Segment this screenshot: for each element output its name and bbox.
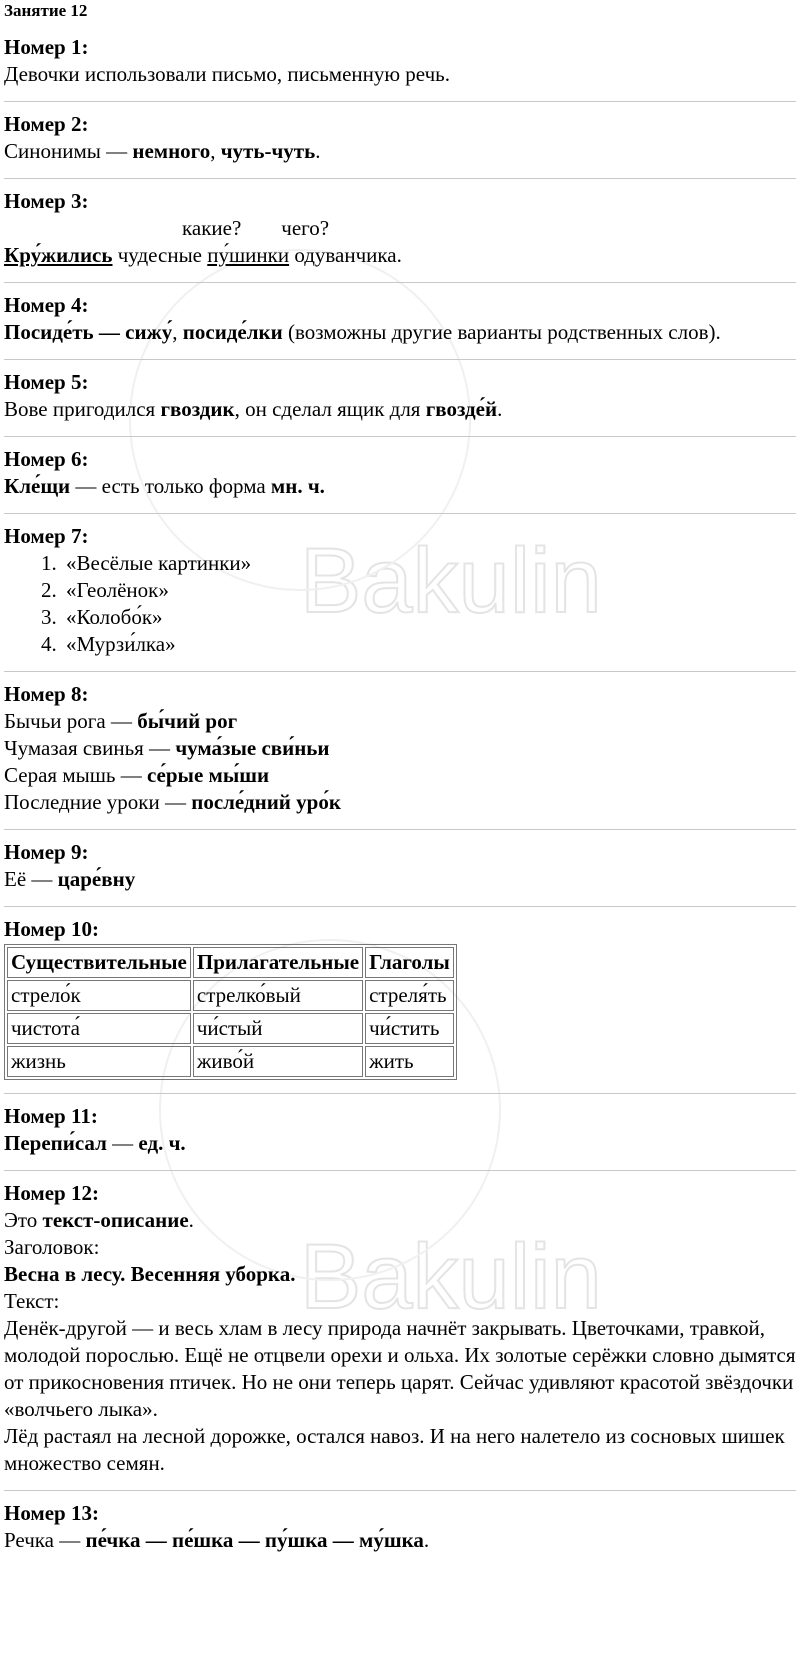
text-paragraph: Денёк-другой — и весь хлам в лесу природа начнёт закрывать. Цветочками, травкой, молодой порослью. Ещё не отцвели орехи и ольха. Их золотые серёжки словно дымятся от прикосновения птичек. Но не они теперь царят. Сейчас удивляют красотой звёздочки «волчьего лыка». (4, 1316, 796, 1421)
answer-text: Кру́жились чудесные пу́шинки одуванчика. (4, 243, 402, 267)
question-words: какие? чего? (182, 216, 330, 240)
section-title: Номер 11: (4, 1104, 98, 1128)
section-9 (4, 830, 796, 907)
table-cell: живо́й (193, 1046, 363, 1077)
section-title: Номер 3: (4, 189, 89, 213)
list-item: 3. «Колобо́к» (62, 604, 796, 631)
table-cell: чистота́ (7, 1013, 191, 1044)
section-4 (4, 283, 796, 360)
section-title: Номер 8: (4, 682, 89, 706)
section-1 (4, 22, 796, 102)
list-item: 2. «Геолёнок» (62, 577, 796, 604)
page-title: Занятие 12 (4, 1, 88, 20)
answer-text: Перепи́сал — ед. ч. (4, 1131, 186, 1155)
list-item: 1. «Весёлые картинки» (62, 550, 796, 577)
answer-text: Её — царе́вну (4, 867, 136, 891)
answer-text: Кле́щи — есть только форма мн. ч. (4, 474, 325, 498)
list-item: 4. «Мурзи́лка» (62, 631, 796, 658)
answer-text: Вове пригодился гвоздик, он сделал ящик для гвозде́й. (4, 397, 503, 421)
table-cell: жить (365, 1046, 454, 1077)
table-header-row (7, 947, 454, 978)
section-7 (4, 514, 796, 672)
section-13 (4, 1491, 796, 1567)
table-cell: чи́стый (193, 1013, 363, 1044)
table-cell: стрело́к (7, 980, 191, 1011)
table-cell: чи́стить (365, 1013, 454, 1044)
table-header: Прилагательные (193, 947, 363, 978)
section-11 (4, 1094, 796, 1171)
watermark-text: Bakulin (300, 530, 602, 632)
section-3 (4, 179, 796, 283)
section-12 (4, 1171, 796, 1491)
section-title: Номер 9: (4, 840, 89, 864)
table-header: Существительные (7, 947, 191, 978)
section-title: Номер 13: (4, 1501, 99, 1525)
words-table (4, 944, 457, 1080)
table-row (7, 1046, 454, 1077)
magazine-list (4, 550, 796, 658)
table-row (7, 1013, 454, 1044)
answer-text: Это текст-описание. (4, 1208, 194, 1232)
section-title: Номер 1: (4, 35, 89, 59)
heading-label: Заголовок: (4, 1235, 100, 1259)
table-row (7, 980, 454, 1011)
section-6 (4, 437, 796, 514)
answer-row: Чумазая свинья — чума́зые сви́ньи (4, 736, 330, 760)
section-title: Номер 5: (4, 370, 89, 394)
table-header: Глаголы (365, 947, 454, 978)
answer-row: Последние уроки — после́дний уро́к (4, 790, 341, 814)
section-title: Номер 4: (4, 293, 89, 317)
answer-row: Серая мышь — се́рые мы́ши (4, 763, 270, 787)
section-title: Номер 2: (4, 112, 89, 136)
answer-text: Девочки использовали письмо, письменную речь. (4, 62, 450, 86)
text-label: Текст: (4, 1289, 60, 1313)
section-5 (4, 360, 796, 437)
watermark-text: Bakulin (300, 1226, 602, 1328)
answer-row: Бычьи рога — бы́чий рог (4, 709, 238, 733)
answer-text: Посиде́ть — сижу́, посиде́лки (возможны другие варианты родственных слов). (4, 320, 721, 344)
section-2 (4, 102, 796, 179)
table-cell: стрелко́вый (193, 980, 363, 1011)
section-title: Номер 10: (4, 917, 99, 941)
section-title: Номер 7: (4, 524, 89, 548)
section-title: Номер 12: (4, 1181, 99, 1205)
text-paragraph: Лёд растаял на лесной дорожке, остался навоз. И на него налетело из сосновых шишек множество семян. (4, 1424, 785, 1475)
text-heading: Весна в лесу. Весенняя уборка. (4, 1262, 296, 1286)
section-title: Номер 6: (4, 447, 89, 471)
answer-text: Речка — пе́чка — пе́шка — пу́шка — му́шка. (4, 1528, 430, 1552)
table-cell: стреля́ть (365, 980, 454, 1011)
section-10 (4, 907, 796, 1094)
table-cell: жизнь (7, 1046, 191, 1077)
answer-text: Синонимы — немного, чуть-чуть. (4, 139, 321, 163)
section-8 (4, 672, 796, 830)
